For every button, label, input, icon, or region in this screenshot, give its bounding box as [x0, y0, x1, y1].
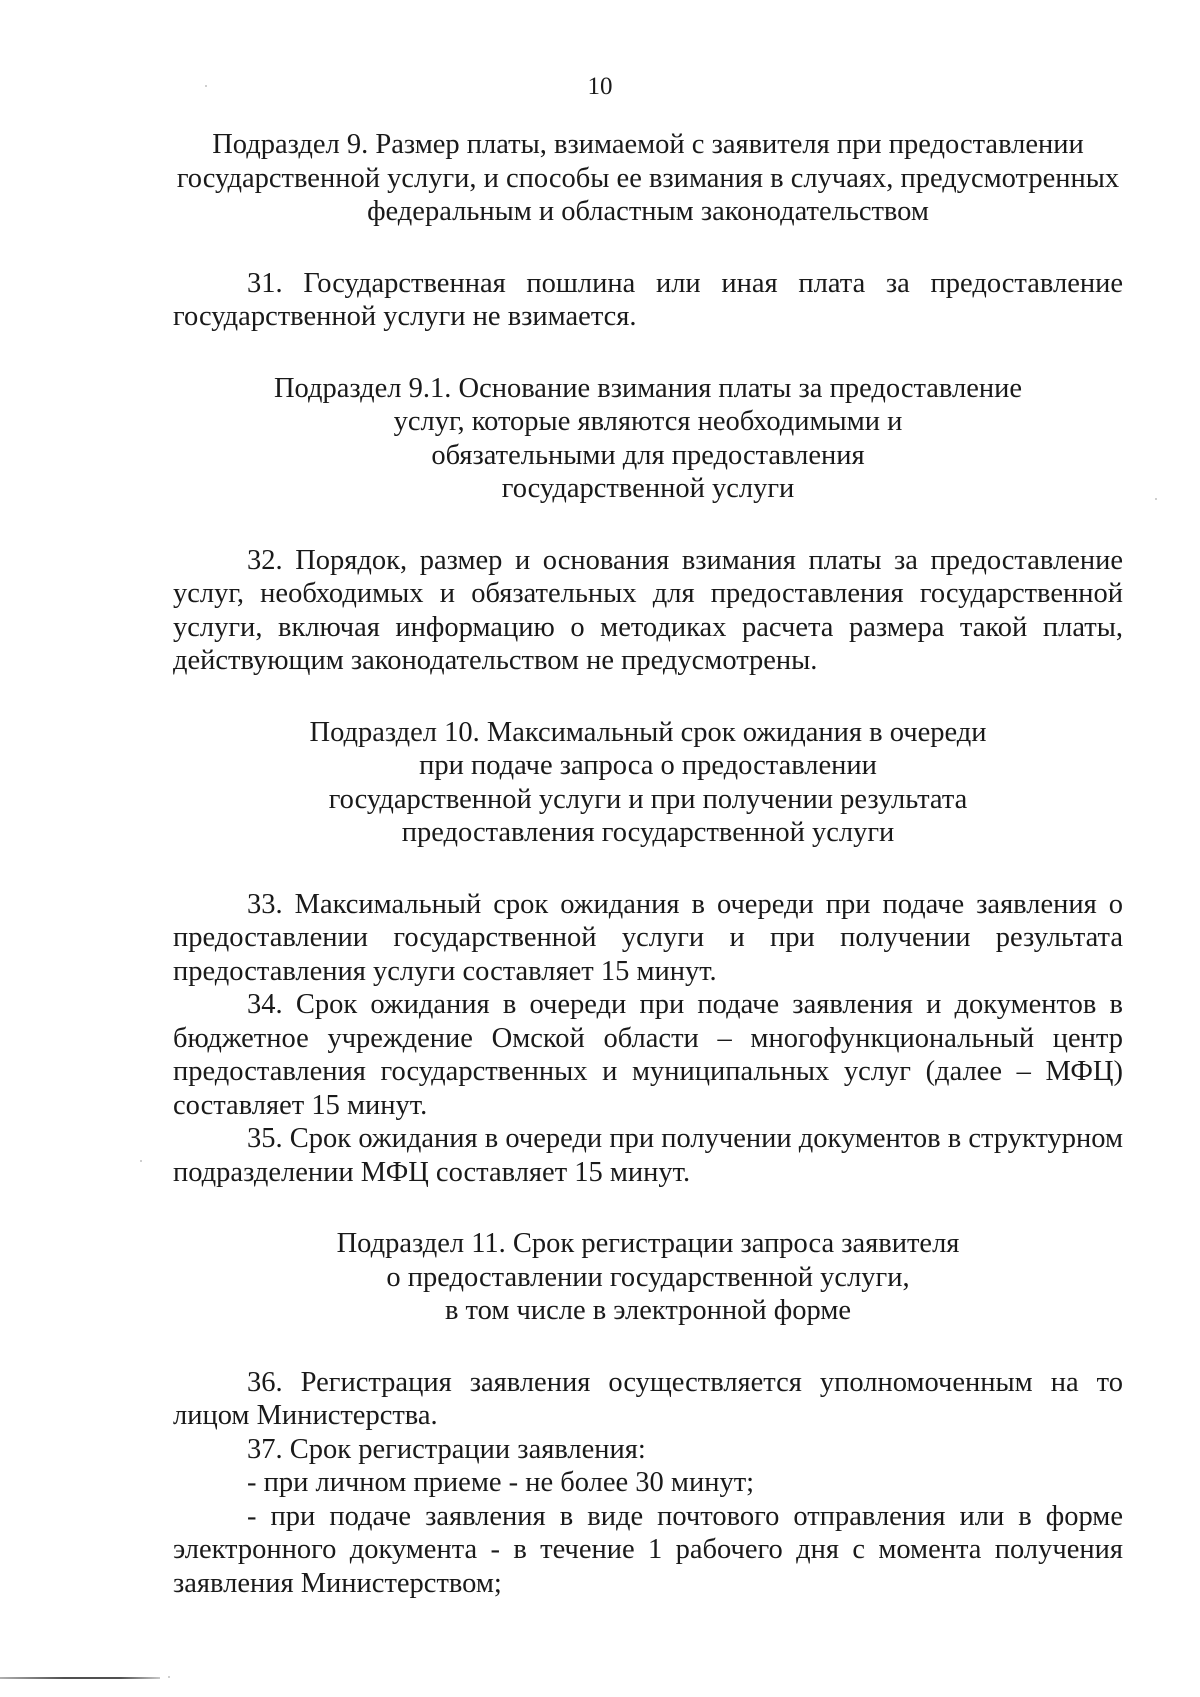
heading-line: Подраздел 10. Максимальный срок ожидания в очереди	[309, 716, 987, 748]
paragraph-31: 31. Государственная пошлина или иная плата за предоставление государственной услуги не взимается.	[173, 267, 1123, 332]
paragraph-36: 36. Регистрация заявления осуществляется уполномоченным на то лицом Министерства.	[173, 1366, 1123, 1431]
heading-line: предоставления государственной услуги	[401, 817, 895, 848]
heading-line: государственной услуги, и способы ее взимания в случаях, предусмотренных	[176, 162, 1120, 194]
heading-line: федеральным и областным законодательством	[367, 196, 929, 227]
paragraph-35: 35. Срок ожидания в очереди при получении документов в структурном подразделении МФЦ составляет 15 минут.	[173, 1123, 1123, 1188]
subsection-11-heading	[173, 1227, 1123, 1328]
scan-artifact-dot	[168, 1676, 170, 1678]
heading-line: Подраздел 9.1. Основание взимания платы за предоставление	[273, 372, 1023, 404]
subsection-9-1-heading	[173, 372, 1123, 506]
paragraph-37-item-a: - при личном приеме - не более 30 минут;	[247, 1467, 755, 1498]
heading-line: при подаче запроса о предоставлении	[419, 750, 877, 781]
paragraph-37-item-b: - при подаче заявления в виде почтового отправления или в форме электронного документа - в течение 1 рабочего дня с момента получения заявления Министерством;	[173, 1500, 1123, 1599]
paragraph-37: 37. Срок регистрации заявления:	[247, 1433, 646, 1465]
page-number: 10	[587, 73, 613, 100]
paragraph-34: 34. Срок ожидания в очереди при подаче заявления и документов в бюджетное учреждение Омской области – многофункциональный центр предоставления государственных и муниципальных услуг (далее – МФЦ) составляет 15 минут.	[173, 989, 1123, 1121]
heading-line: Подраздел 11. Срок регистрации запроса заявителя	[336, 1228, 960, 1259]
paragraph-32: 32. Порядок, размер и основания взимания платы за предоставление услуг, необходимых и обязательных для предоставления государственной услуги, включая информацию о методиках расчета размера такой платы, действующим законодательством не предусмотрены.	[173, 544, 1123, 676]
scan-artifact-dot	[205, 85, 207, 87]
heading-line: в том числе в электронной форме	[444, 1295, 852, 1326]
heading-line: обязательными для предоставления	[431, 439, 865, 471]
paragraph-33: 33. Максимальный срок ожидания в очереди при подаче заявления о предоставлении государственной услуги и при получении результата предоставления услуги составляет 15 минут.	[173, 888, 1123, 987]
subsection-10-heading	[173, 716, 1123, 850]
heading-line: государственной услуги	[501, 473, 795, 504]
heading-line: о предоставлении государственной услуги,	[386, 1261, 910, 1293]
scan-artifact-dot	[1155, 498, 1157, 500]
heading-line: услуг, которые являются необходимыми и	[393, 406, 903, 437]
heading-line: Подраздел 9. Размер платы, взимаемой с заявителя при предоставлении	[212, 129, 1084, 160]
document-body	[173, 128, 1123, 1600]
scan-artifact-line	[0, 1677, 160, 1679]
scan-artifact-dot	[140, 1160, 142, 1162]
heading-line: государственной услуги и при получении результата	[328, 783, 968, 815]
subsection-9-heading	[173, 128, 1123, 229]
